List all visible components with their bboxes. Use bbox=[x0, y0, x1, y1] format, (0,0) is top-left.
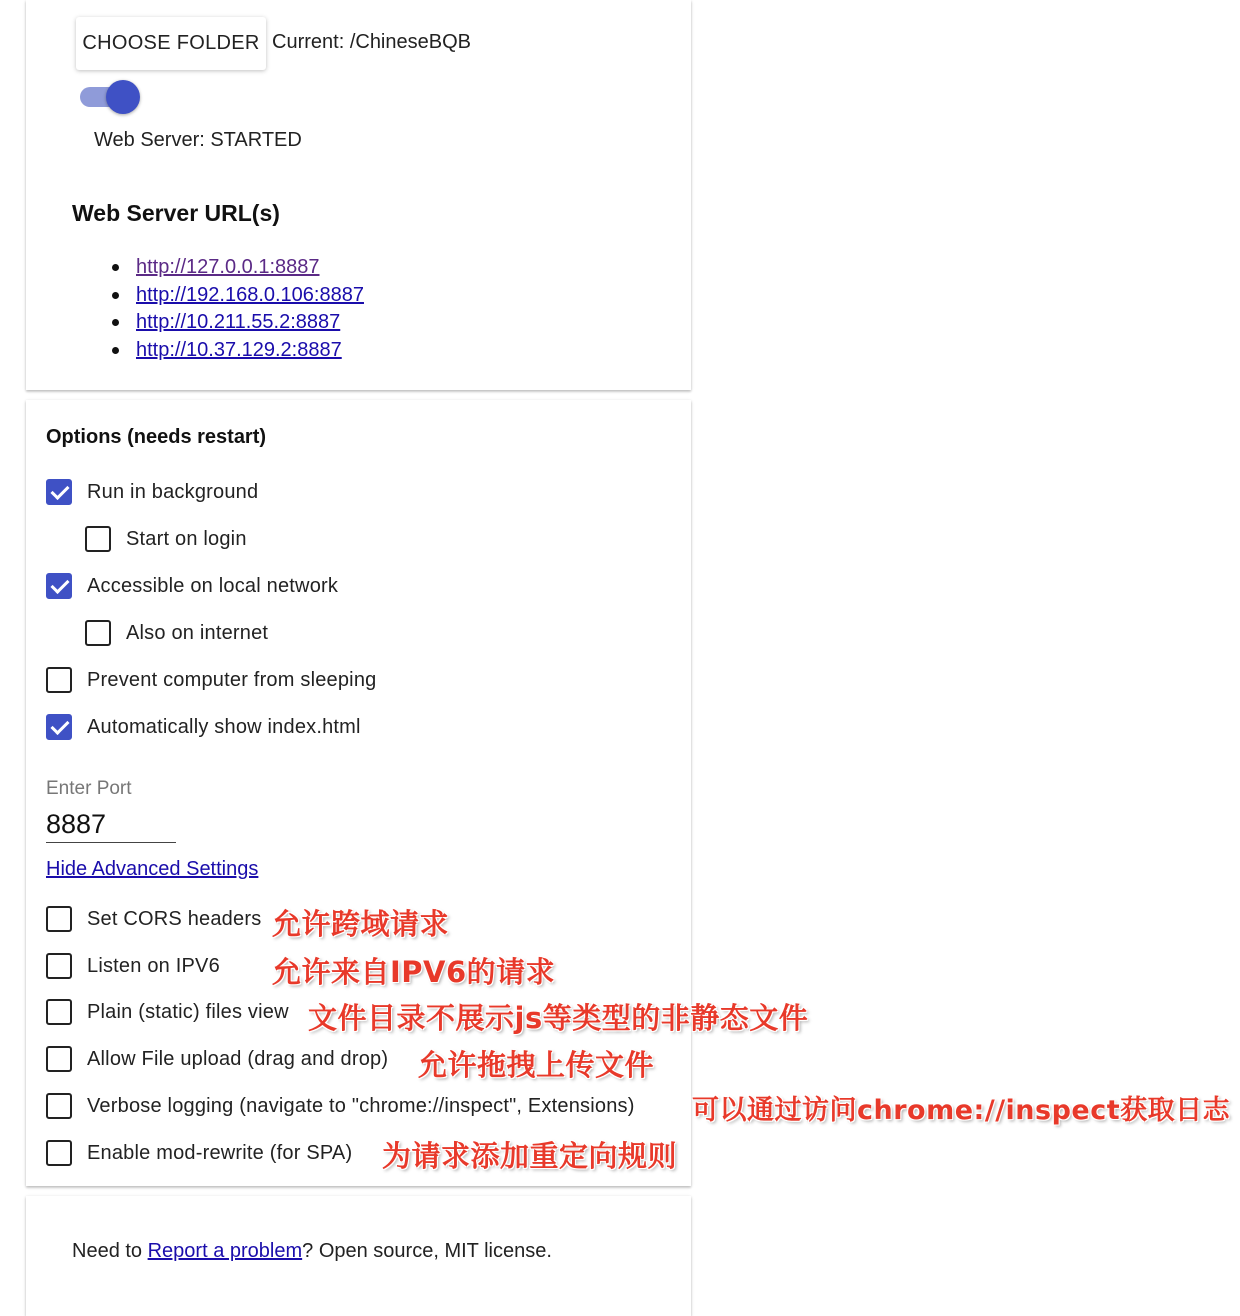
report-problem-link[interactable]: Report a problem bbox=[147, 1240, 303, 1262]
option-label: Set CORS headers bbox=[87, 907, 262, 930]
footer-suffix: ? Open source, MIT license. bbox=[302, 1240, 552, 1262]
option-label: Enable mod-rewrite (for SPA) bbox=[87, 1141, 353, 1164]
option-label: Start on login bbox=[126, 527, 247, 550]
checkbox[interactable] bbox=[46, 714, 72, 740]
option-listen-on-ipv6[interactable] bbox=[46, 951, 220, 981]
toggle-thumb bbox=[106, 80, 140, 114]
option-run-in-background[interactable] bbox=[46, 477, 258, 507]
url-list bbox=[136, 254, 364, 365]
port-label: Enter Port bbox=[46, 778, 132, 799]
option-verbose-logging[interactable] bbox=[46, 1091, 635, 1121]
checkbox[interactable] bbox=[46, 667, 72, 693]
url-list-item bbox=[136, 337, 364, 365]
option-label: Accessible on local network bbox=[87, 574, 339, 597]
server-url-link[interactable]: http://10.211.55.2:8887 bbox=[136, 311, 341, 334]
option-label: Also on internet bbox=[126, 621, 269, 644]
checkbox[interactable] bbox=[46, 479, 72, 505]
checkbox[interactable] bbox=[46, 1046, 72, 1072]
checkbox[interactable] bbox=[85, 526, 111, 552]
web-server-toggle[interactable] bbox=[80, 80, 140, 114]
option-also-on-internet[interactable] bbox=[85, 618, 268, 648]
port-input[interactable] bbox=[46, 806, 176, 843]
current-folder-text bbox=[272, 31, 471, 54]
option-accessible-on-local-network[interactable] bbox=[46, 571, 338, 601]
current-folder-path: /ChineseBQB bbox=[349, 31, 471, 53]
option-prevent-sleeping[interactable] bbox=[46, 665, 376, 695]
server-url-link[interactable]: http://10.37.129.2:8887 bbox=[136, 339, 342, 362]
checkbox[interactable] bbox=[46, 1140, 72, 1166]
url-list-item bbox=[136, 309, 364, 337]
option-label: Allow File upload (drag and drop) bbox=[87, 1047, 389, 1070]
url-list-item bbox=[136, 254, 364, 282]
option-label: Automatically show index.html bbox=[87, 715, 361, 738]
option-label: Verbose logging (navigate to "chrome://inspect", Extensions) bbox=[87, 1094, 635, 1117]
server-url-link[interactable]: http://192.168.0.106:8887 bbox=[136, 283, 364, 306]
option-allow-file-upload[interactable] bbox=[46, 1044, 388, 1074]
checkbox[interactable] bbox=[85, 620, 111, 646]
option-plain-files-view[interactable] bbox=[46, 997, 289, 1027]
hide-advanced-settings-link[interactable]: Hide Advanced Settings bbox=[46, 858, 259, 880]
option-enable-mod-rewrite[interactable] bbox=[46, 1138, 352, 1168]
annotation-note: 允许拖拽上传文件 bbox=[418, 1048, 655, 1082]
checkbox[interactable] bbox=[46, 906, 72, 932]
server-url-link[interactable]: http://127.0.0.1:8887 bbox=[136, 256, 320, 278]
option-start-on-login[interactable] bbox=[85, 524, 247, 554]
url-list-item bbox=[136, 282, 364, 310]
option-set-cors-headers[interactable] bbox=[46, 904, 261, 934]
option-label: Listen on IPV6 bbox=[87, 954, 220, 977]
option-label: Plain (static) files view bbox=[87, 1000, 289, 1023]
server-status-text: Web Server: STARTED bbox=[94, 129, 302, 151]
footer-prefix: Need to bbox=[72, 1240, 148, 1262]
option-label: Prevent computer from sleeping bbox=[87, 668, 377, 691]
annotation-note: 为请求添加重定向规则 bbox=[382, 1139, 678, 1173]
annotation-note: 文件目录不展示js等类型的非静态文件 bbox=[308, 1001, 809, 1035]
annotation-note: 可以通过访问chrome://inspect获取日志 bbox=[692, 1095, 1231, 1126]
current-folder-prefix: Current: bbox=[272, 31, 345, 53]
option-label: Run in background bbox=[87, 480, 259, 503]
footer-text bbox=[72, 1240, 552, 1263]
annotation-note: 允许来自IPV6的请求 bbox=[272, 955, 556, 989]
checkbox[interactable] bbox=[46, 999, 72, 1025]
checkbox[interactable] bbox=[46, 953, 72, 979]
checkbox[interactable] bbox=[46, 573, 72, 599]
choose-folder-button[interactable]: CHOOSE FOLDER bbox=[76, 17, 266, 70]
annotation-note: 允许跨域请求 bbox=[272, 907, 450, 941]
urls-heading: Web Server URL(s) bbox=[72, 200, 280, 226]
checkbox[interactable] bbox=[46, 1093, 72, 1119]
option-auto-show-index[interactable] bbox=[46, 712, 361, 742]
options-heading: Options (needs restart) bbox=[46, 426, 267, 448]
